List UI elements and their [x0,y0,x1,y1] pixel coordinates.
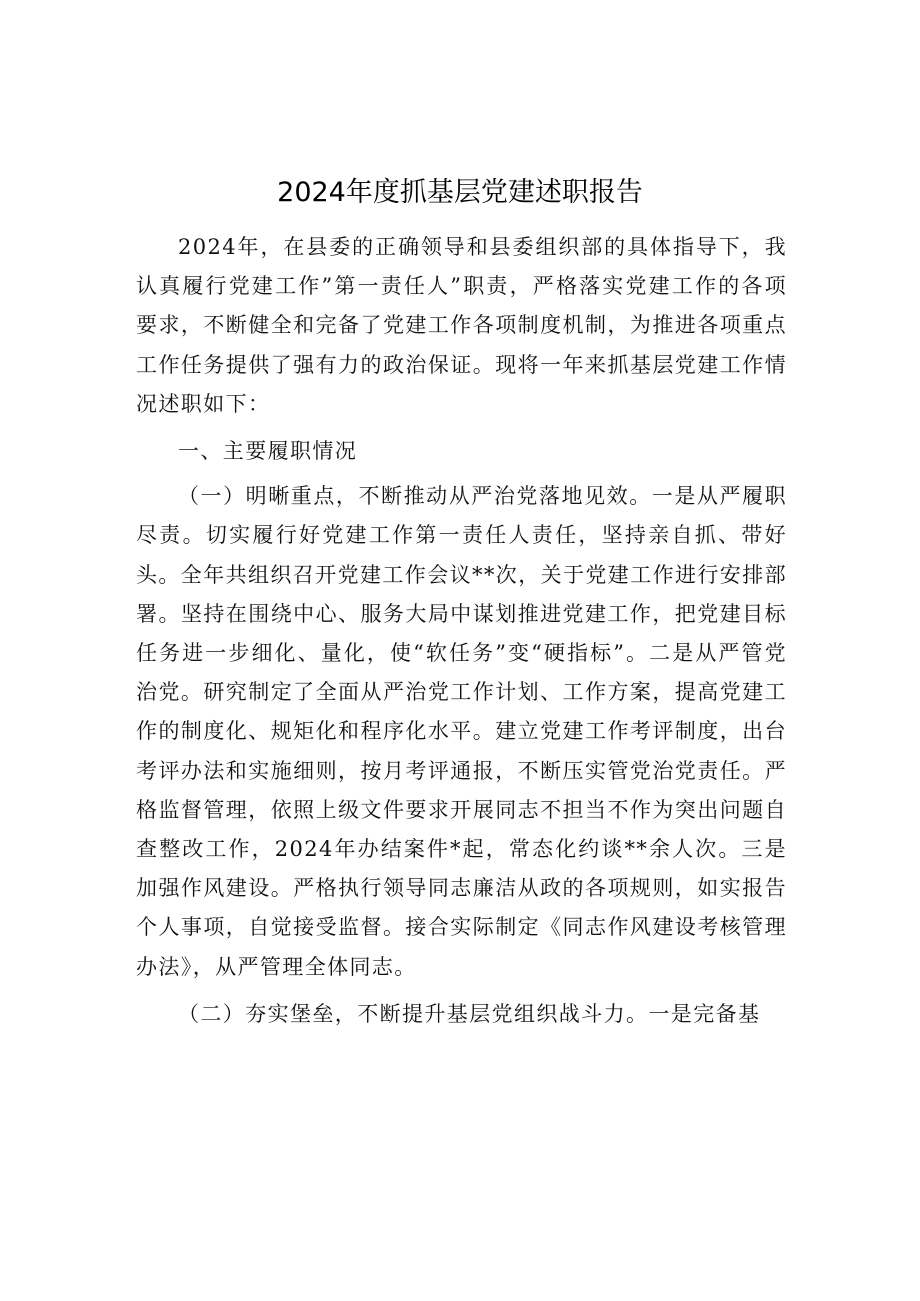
intro-paragraph: 2024年，在县委的正确领导和县委组织部的具体指导下，我认真履行党建工作”第一责任人”职责，严格落实党建工作的各项要求，不断健全和完备了党建工作各项制度机制，为推进各项重点工作任务提供了强有力的政治保证。现将一年来抓基层党建工作情况述职如下： [136,235,787,416]
section-heading: 一、主要履职情况 [178,439,358,464]
subsection-paragraph-1: （一）明晰重点，不断推动从严治党落地见效。一是从严履职尽责。切实履行好党建工作第一责任人责任，坚持亲自抓、带好头。全年共组织召开党建工作会议**次，关于党建工作进行安排部署。坚持在围绕中心、服务大局中谋划推进党建工作，把党建目标任务进一步细化、量化，使“软任务”变“硬指标”。二是从严管党治党。研究制定了全面从严治党工作计划、工作方案，提高党建工作的制度化、规矩化和程序化水平。建立党建工作考评制度，出台考评办法和实施细则，按月考评通报，不断压实管党治党责任。严格监督管理，依照上级文件要求开展同志不担当不作为突出问题自查整改工作，2024年办结案件*起，常态化约谈**余人次。三是加强作风建设。严格执行领导同志廉洁从政的各项规则，如实报告个人事项，自觉接受监督。接合实际制定《同志作风建设考核管理办法》，从严管理全体同志。 [136,484,787,979]
subsection-paragraph-2: （二）夯实堡垒，不断提升基层党组织战斗力。一是完备基 [178,1001,761,1026]
document-body [136,228,787,1042]
document-title: 2024年度抓基层党建述职报告 [277,177,643,208]
